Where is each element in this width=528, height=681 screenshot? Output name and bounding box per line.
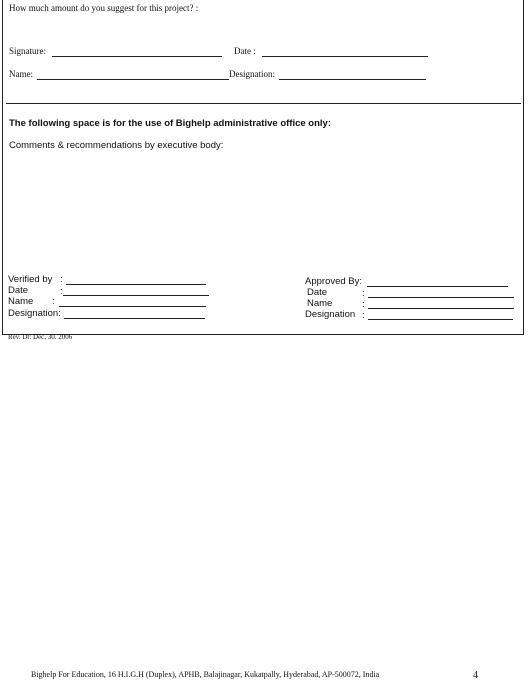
designation-label: Designation: [229,69,275,79]
designation-field[interactable] [279,79,426,80]
verified-by-field[interactable] [66,284,206,285]
approved-by-label: Approved By: [305,276,363,287]
revision-date: Rev. Dt: Dec, 30. 2006 [8,333,73,341]
verified-designation-label: Designation: [8,308,61,319]
page-number: 4 [473,670,478,681]
approved-date-colon: : [362,288,365,299]
admin-heading: The following space is for the use of Bighelp administrative office only: [9,118,331,129]
comments-label: Comments & recommendations by executive body: [9,140,224,151]
date-label: Date : [234,46,256,56]
verified-name-label: Name [8,296,34,307]
approved-name-colon: : [362,299,365,310]
name-field[interactable] [37,79,229,80]
verified-name-colon: : [52,296,55,307]
comments-area[interactable] [9,154,519,264]
verified-date-field[interactable] [63,295,209,296]
approved-date-label: Date [307,287,328,298]
signature-field[interactable] [52,56,222,57]
signature-label: Signature: [9,46,46,56]
approved-designation-colon: : [362,310,365,321]
verified-by-label: Verified by [8,274,53,285]
footer-address: Bighelp For Education, 16 H.I.G.H (Duplex), APHB, Balajinagar, Kukatpally, Hyderabad, AP-500072, India [31,670,380,679]
verified-by-colon: : [60,274,63,285]
verified-designation-field[interactable] [64,318,205,319]
approved-name-label: Name [307,298,333,309]
approved-designation-label: Designation [305,309,356,320]
verified-name-field[interactable] [59,306,206,307]
approved-designation-field[interactable] [368,319,513,320]
approved-by-field[interactable] [367,286,508,287]
verified-date-colon: : [60,286,63,297]
name-label: Name: [9,69,33,79]
amount-question: How much amount do you suggest for this project? : [9,3,199,13]
verified-date-label: Date [8,285,29,296]
approved-name-field[interactable] [368,308,514,309]
date-field[interactable] [262,56,428,57]
approved-date-field[interactable] [368,297,514,298]
section-divider [6,103,521,104]
